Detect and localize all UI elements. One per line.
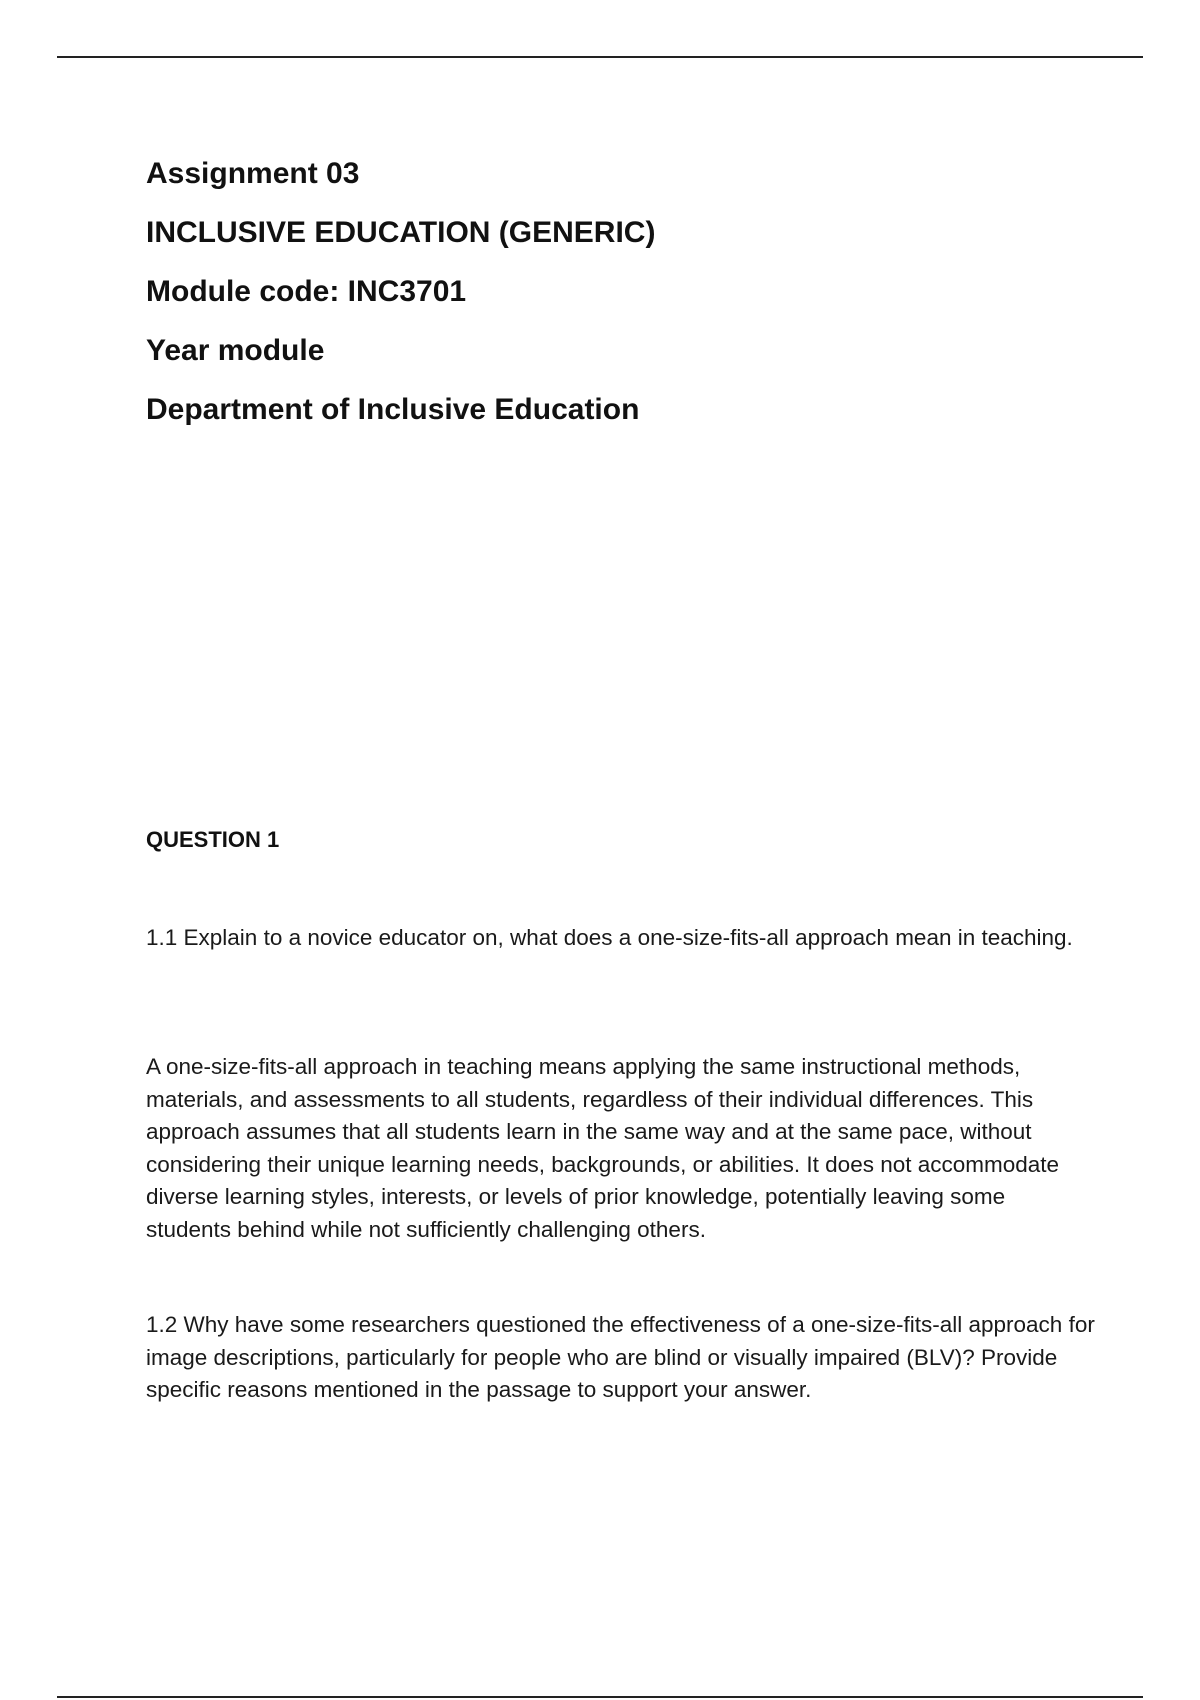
question-1-2: 1.2 Why have some researchers questioned the effectiveness of a one-size-fits-all approach for image descriptions, particularly for people who are blind or visually impaired (BLV)? Provide specific reasons mentioned in the passage to support your answer. [146, 1312, 1095, 1403]
department: Department of Inclusive Education [146, 393, 640, 426]
bottom-divider [57, 1696, 1143, 1698]
module-code: Module code: INC3701 [146, 275, 467, 308]
top-divider [57, 56, 1143, 58]
module-name: INCLUSIVE EDUCATION (GENERIC) [146, 216, 656, 249]
title-block [146, 144, 1086, 439]
module-type: Year module [146, 334, 325, 367]
assignment-title: Assignment 03 [146, 157, 360, 190]
question-heading: QUESTION 1 [146, 827, 280, 852]
answer-1-1: A one-size-fits-all approach in teaching means applying the same instructional methods, materials, and assessments to all students, regardless of their individual differences. This approach assumes that all students learn in the same way and at the same pace, without considering their unique learning needs, backgrounds, or abilities. It does not accommodate diverse learning styles, interests, or levels of prior knowledge, potentially leaving some students behind while not sufficiently challenging others. [146, 1054, 1060, 1242]
question-1-1: 1.1 Explain to a novice educator on, what does a one-size-fits-all approach mean in teaching. [146, 925, 1073, 950]
